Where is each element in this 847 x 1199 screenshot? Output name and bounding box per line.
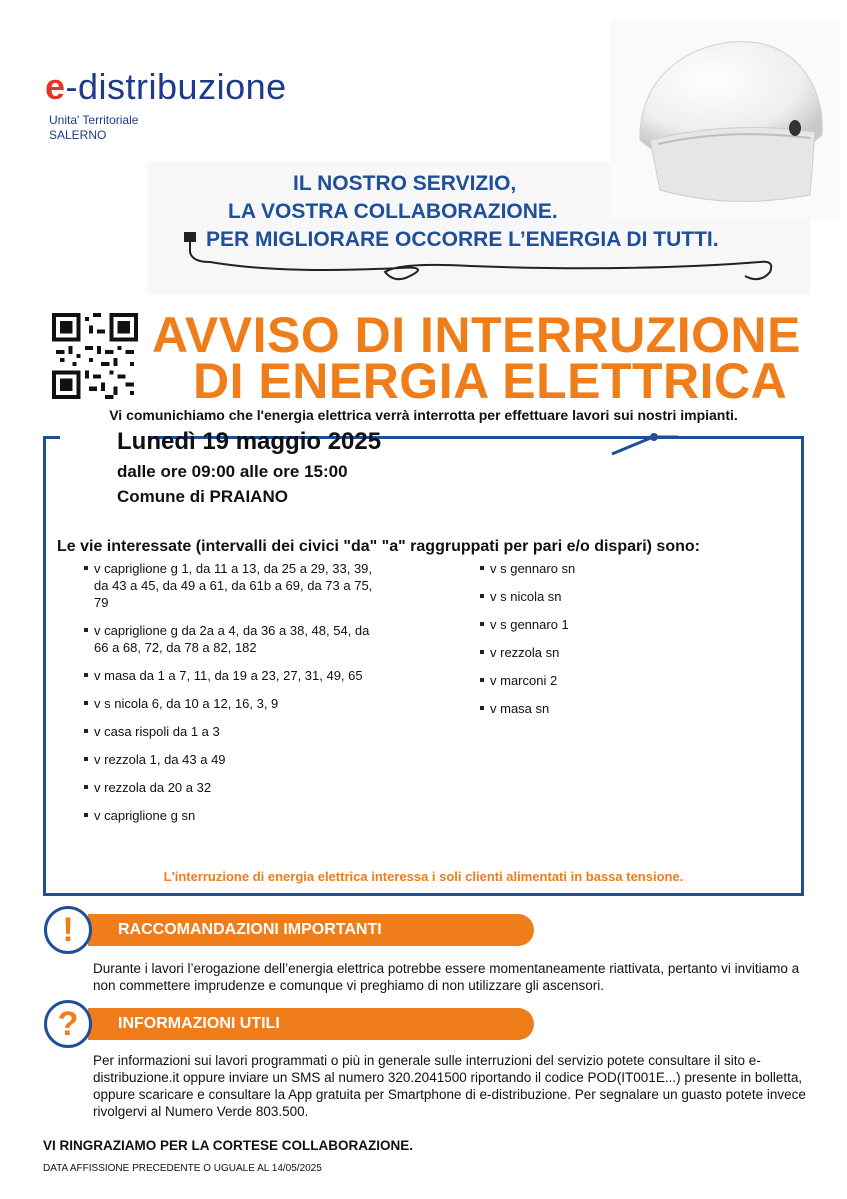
street-item: v rezzola sn: [480, 644, 680, 661]
street-item: v s gennaro 1: [480, 616, 680, 633]
street-item: v casa rispoli da 1 a 3: [84, 723, 384, 740]
qr-code: [52, 313, 138, 399]
street-item: v capriglione g da 2a a 4, da 36 a 38, 48, 54, da 66 a 68, 72, da 78 a 82, 182: [84, 622, 384, 656]
info-heading: INFORMAZIONI UTILI: [118, 1015, 280, 1032]
interruption-date: Lunedì 19 maggio 2025: [117, 428, 382, 455]
cable-pin: [608, 428, 678, 458]
unit-label: Unita' Territoriale: [49, 113, 139, 127]
street-item: v capriglione g sn: [84, 807, 384, 824]
posting-date: DATA AFFISSIONE PRECEDENTE O UGUALE AL 14/05/2025: [43, 1163, 322, 1174]
street-item: v rezzola 1, da 43 a 49: [84, 751, 384, 768]
intro-text: Vi comunichiamo che l'energia elettrica verrà interrotta per effettuare lavori sui nostri impianti.: [109, 407, 738, 423]
slogan-line: PER MIGLIORARE OCCORRE L’ENERGIA DI TUTTI.: [206, 228, 719, 251]
plug-cable: [170, 232, 820, 292]
helmet-illustration: [610, 20, 840, 220]
street-item: v s gennaro sn: [480, 560, 680, 577]
thanks-message: VI RINGRAZIAMO PER LA CORTESE COLLABORAZIONE.: [43, 1138, 414, 1153]
recommendations-text: Durante i lavori l’erogazione dell’energia elettrica potrebbe essere momentaneamente riattivata, pertanto vi invitiamo a non commettere imprudenze e comunque vi preghiamo di non utilizzare gli ascensori.: [93, 961, 800, 993]
low-voltage-note: L'interruzione di energia elettrica interessa i soli clienti alimentati in bassa tensione.: [163, 869, 684, 884]
notice-title: DI ENERGIA ELETTRICA: [193, 353, 788, 409]
exclamation-icon: !: [44, 906, 92, 954]
streets-list-left: [84, 560, 384, 824]
streets-list-right: [480, 560, 680, 717]
street-item: v s nicola 6, da 10 a 12, 16, 3, 9: [84, 695, 384, 712]
street-item: v s nicola sn: [480, 588, 680, 605]
slogan-line: LA VOSTRA COLLABORAZIONE.: [228, 200, 558, 223]
streets-heading: Le vie interessate (intervalli dei civici "da" "a" raggruppati per pari e/o dispari) sono:: [57, 538, 700, 555]
street-item: v rezzola da 20 a 32: [84, 779, 384, 796]
street-item: v marconi 2: [480, 672, 680, 689]
interruption-hours: dalle ore 09:00 alle ore 15:00: [117, 462, 348, 481]
territorial-unit: [49, 113, 138, 143]
company-logo: [45, 66, 287, 108]
logo-wordmark: -distribuzione: [65, 66, 287, 107]
unit-city: SALERNO: [49, 128, 107, 142]
question-icon: ?: [44, 1000, 92, 1048]
slogan-line: IL NOSTRO SERVIZIO,: [293, 172, 517, 195]
municipality: Comune di PRAIANO: [117, 487, 288, 506]
notice-title: AVVISO DI INTERRUZIONE: [152, 307, 802, 363]
recommendations-heading: RACCOMANDAZIONI IMPORTANTI: [118, 921, 382, 938]
logo-e-mark: e: [45, 66, 66, 107]
street-item: v masa sn: [480, 700, 680, 717]
info-text: Per informazioni sui lavori programmati o più in generale sulle interruzioni del servizio potete consultare il sito e-distribuzione.it oppure inviare un SMS al numero 320.2041500 riportando il codice POD(IT001E...) presente in bolletta, oppure scaricare e consultare la App gratuita per Smartphone di e-distribuzione. Per segnalare un guasto potete invece rivolgervi al Numero Verde 803.500.: [93, 1053, 806, 1119]
street-item: v capriglione g 1, da 11 a 13, da 25 a 29, 33, 39, da 43 a 45, da 49 a 61, da 61b a 69, da 73 a 75, 79: [84, 560, 384, 611]
street-item: v masa da 1 a 7, 11, da 19 a 23, 27, 31, 49, 65: [84, 667, 384, 684]
